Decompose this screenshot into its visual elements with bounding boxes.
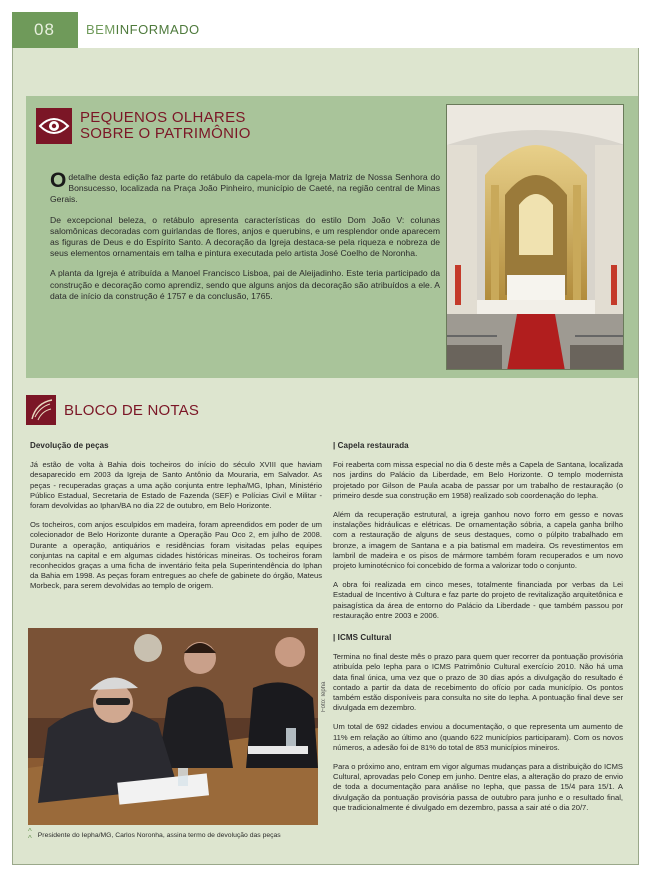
church-altar-photo <box>446 104 624 370</box>
olhares-paragraph-1 <box>50 169 440 206</box>
olhares-paragraph-2: De excepcional beleza, o retábulo apresenta características do estilo Dom João V: colunas salomônicas decoradas com guirlandas de flores, anjos e querubins, e um resplendor onde aparecem as figuras de Deus e do Espírito Santo. A decoração da Igreja destaca-se pela riqueza e nobreza de seus elementos ornamentais em talha e pintura executada pelo artista José Coelho de Noronha. <box>50 214 440 259</box>
leaf-icon <box>26 395 56 425</box>
olhares-title-line2: SOBRE O PATRIMÔNIO <box>80 125 251 142</box>
olhares-body <box>50 169 440 311</box>
capela-heading: | Capela restaurada <box>333 441 409 450</box>
capela-paragraph-1: Foi reaberta com missa especial no dia 6 deste mês a Capela de Santana, localizada nos jardins do Palácio da Liberdade, em Belo Horizonte. O templo modernista projetado por Gilson de Paula acaba de passar por um trabalho de restauração (o primeiro desde sua construção em 1958) realizado sob coordenação do Iepha. <box>333 460 623 500</box>
caption-text: Presidente do Iepha/MG, Carlos Noronha, assina termo de devolução das peças <box>37 831 281 839</box>
notas-right-column <box>333 441 623 822</box>
devolucao-heading: Devolução de peças <box>30 441 109 450</box>
meeting-photo <box>28 628 318 825</box>
notas-left-column <box>30 441 322 601</box>
olhares-p1-text: detalhe desta edição faz parte do retábulo da capela-mor da Igreja Matriz de Nossa Senhora do Bonsucesso, localizada na Praça João Pinheiro, município de Caeté, na região central de Minas Gerais. <box>50 172 440 205</box>
page-number: 08 <box>12 12 78 48</box>
section-title <box>86 12 200 48</box>
olhares-paragraph-3: A planta da Igreja é atribuída a Manoel Francisco Lisboa, pai de Aleijadinho. Este teria participado da construção e decoração como aprendiz, sendo que alguns anjos da decoração são atribuídos a ele. A data de início da construção é 1757 e da conclusão, 1765. <box>50 268 440 301</box>
notas-header <box>26 395 199 425</box>
photo-credit: Foto: Iepha <box>321 681 327 712</box>
dropcap: O <box>50 169 67 192</box>
devolucao-paragraph-2: Os tocheiros, com anjos esculpidos em madeira, foram apreendidos em poder de um colecionador de Belo Horizonte durante a Operação Pau Oco 2, em julho de 2008. Durante a operação, antiquários e residências foram visitadas pelas equipes conjuntas na capital e em algumas cidades históricas mineiras. Os tocheiros foram reconhecidos graças a uma ficha de inventário feita pela Superintendência do Iphan da Bahia em 1998. As peças foram entregues ao chefe de gabinete do órgão, Mateus Morbeck, para serem devolvidas ao templo de origem. <box>30 520 322 591</box>
olhares-box <box>26 96 638 378</box>
olhares-title-line1: PEQUENOS OLHARES <box>80 109 246 126</box>
icms-paragraph-3: Para o próximo ano, entram em vigor algumas mudanças para a distribuição do ICMS Cultural, aprovadas pelo Conep em junho. Dentre elas, a alteração do prazo de envio de toda a documentação para análise no Iepha, que passa de 15/4 para 15/1. A divulgação da pontuação provisória passa de outubro para junho e o resultado final, que tradicionalmente é divulgado em dezembro, passa a sair até o dia 20/7. <box>333 762 623 812</box>
capela-paragraph-2: Além da recuperação estrutural, a igreja ganhou novo forro em gesso e novas instalações hidráulicas e elétricas. De ornamentação sóbria, a capela ganha brilho com a restauração de alguns de seus destaques, como o púlpito trabalhado em bronze, a imagem de Santana e a pia batismal em madeira. Os revestimentos em lambril de madeira e os pisos de mármore também foram recuperados e um novo projeto luminotécnico foi concebido de forma a valorizar todo o conjunto. <box>333 510 623 571</box>
caption-arrow-icon: ^ ^ <box>28 827 32 843</box>
eye-icon <box>36 108 72 144</box>
olhares-header <box>36 108 251 144</box>
olhares-title <box>80 110 251 142</box>
icms-heading: | ICMS Cultural <box>333 633 392 643</box>
section-title-suffix: INFORMADO <box>115 22 200 37</box>
notas-title: BLOCO DE NOTAS <box>64 401 200 419</box>
icms-paragraph-1: Termina no final deste mês o prazo para quem quer recorrer da pontuação provisória atribuída pelo Iepha para o ICMS Patrimônio Cultural exercício 2010. Não há uma data final única, uma vez que o prazo de 30 dias após a divulgação do resultado é contado a partir da data de recebimento do ofício por cada município. Os pontos também estão disponíveis para consulta no site do Iepha. A pontuação final deve ser divulgada em dezembro. <box>333 652 623 713</box>
photo-caption <box>28 828 328 842</box>
devolucao-paragraph-1: Já estão de volta à Bahia dois tocheiros do início do século XVIII que haviam desaparecido em 2003 da Igreja de Santo Antônio da Mouraria, em Salvador. As peças - recuperadas graças a uma ação conjunta entre Iepha/MG, Iphan, Ministério Público Estadual, Secretaria de Estado de Fazenda (SEF) e Polícias Civil e Militar - foram devolvidas ao Iphan/BA no dia 22 de outubro, em Belo Horizonte. <box>30 460 322 511</box>
page-header <box>12 12 639 48</box>
capela-paragraph-3: A obra foi realizada em cinco meses, totalmente financiada por verbas da Lei Estadual de Incentivo à Cultura e faz parte do projeto de revitalização arquitetônica e paisagística da área de entorno do Palácio da Liberdade - que também passou por restauração entre 2003 e 2006. <box>333 580 623 620</box>
section-title-prefix: BEM <box>86 22 116 37</box>
icms-paragraph-2: Um total de 692 cidades enviou a documentação, o que representa um aumento de 11% em relação ao último ano (quando 622 municípios participaram). Com os novos números, a adesão foi de 81% do total de 853 municípios mineiros. <box>333 722 623 752</box>
